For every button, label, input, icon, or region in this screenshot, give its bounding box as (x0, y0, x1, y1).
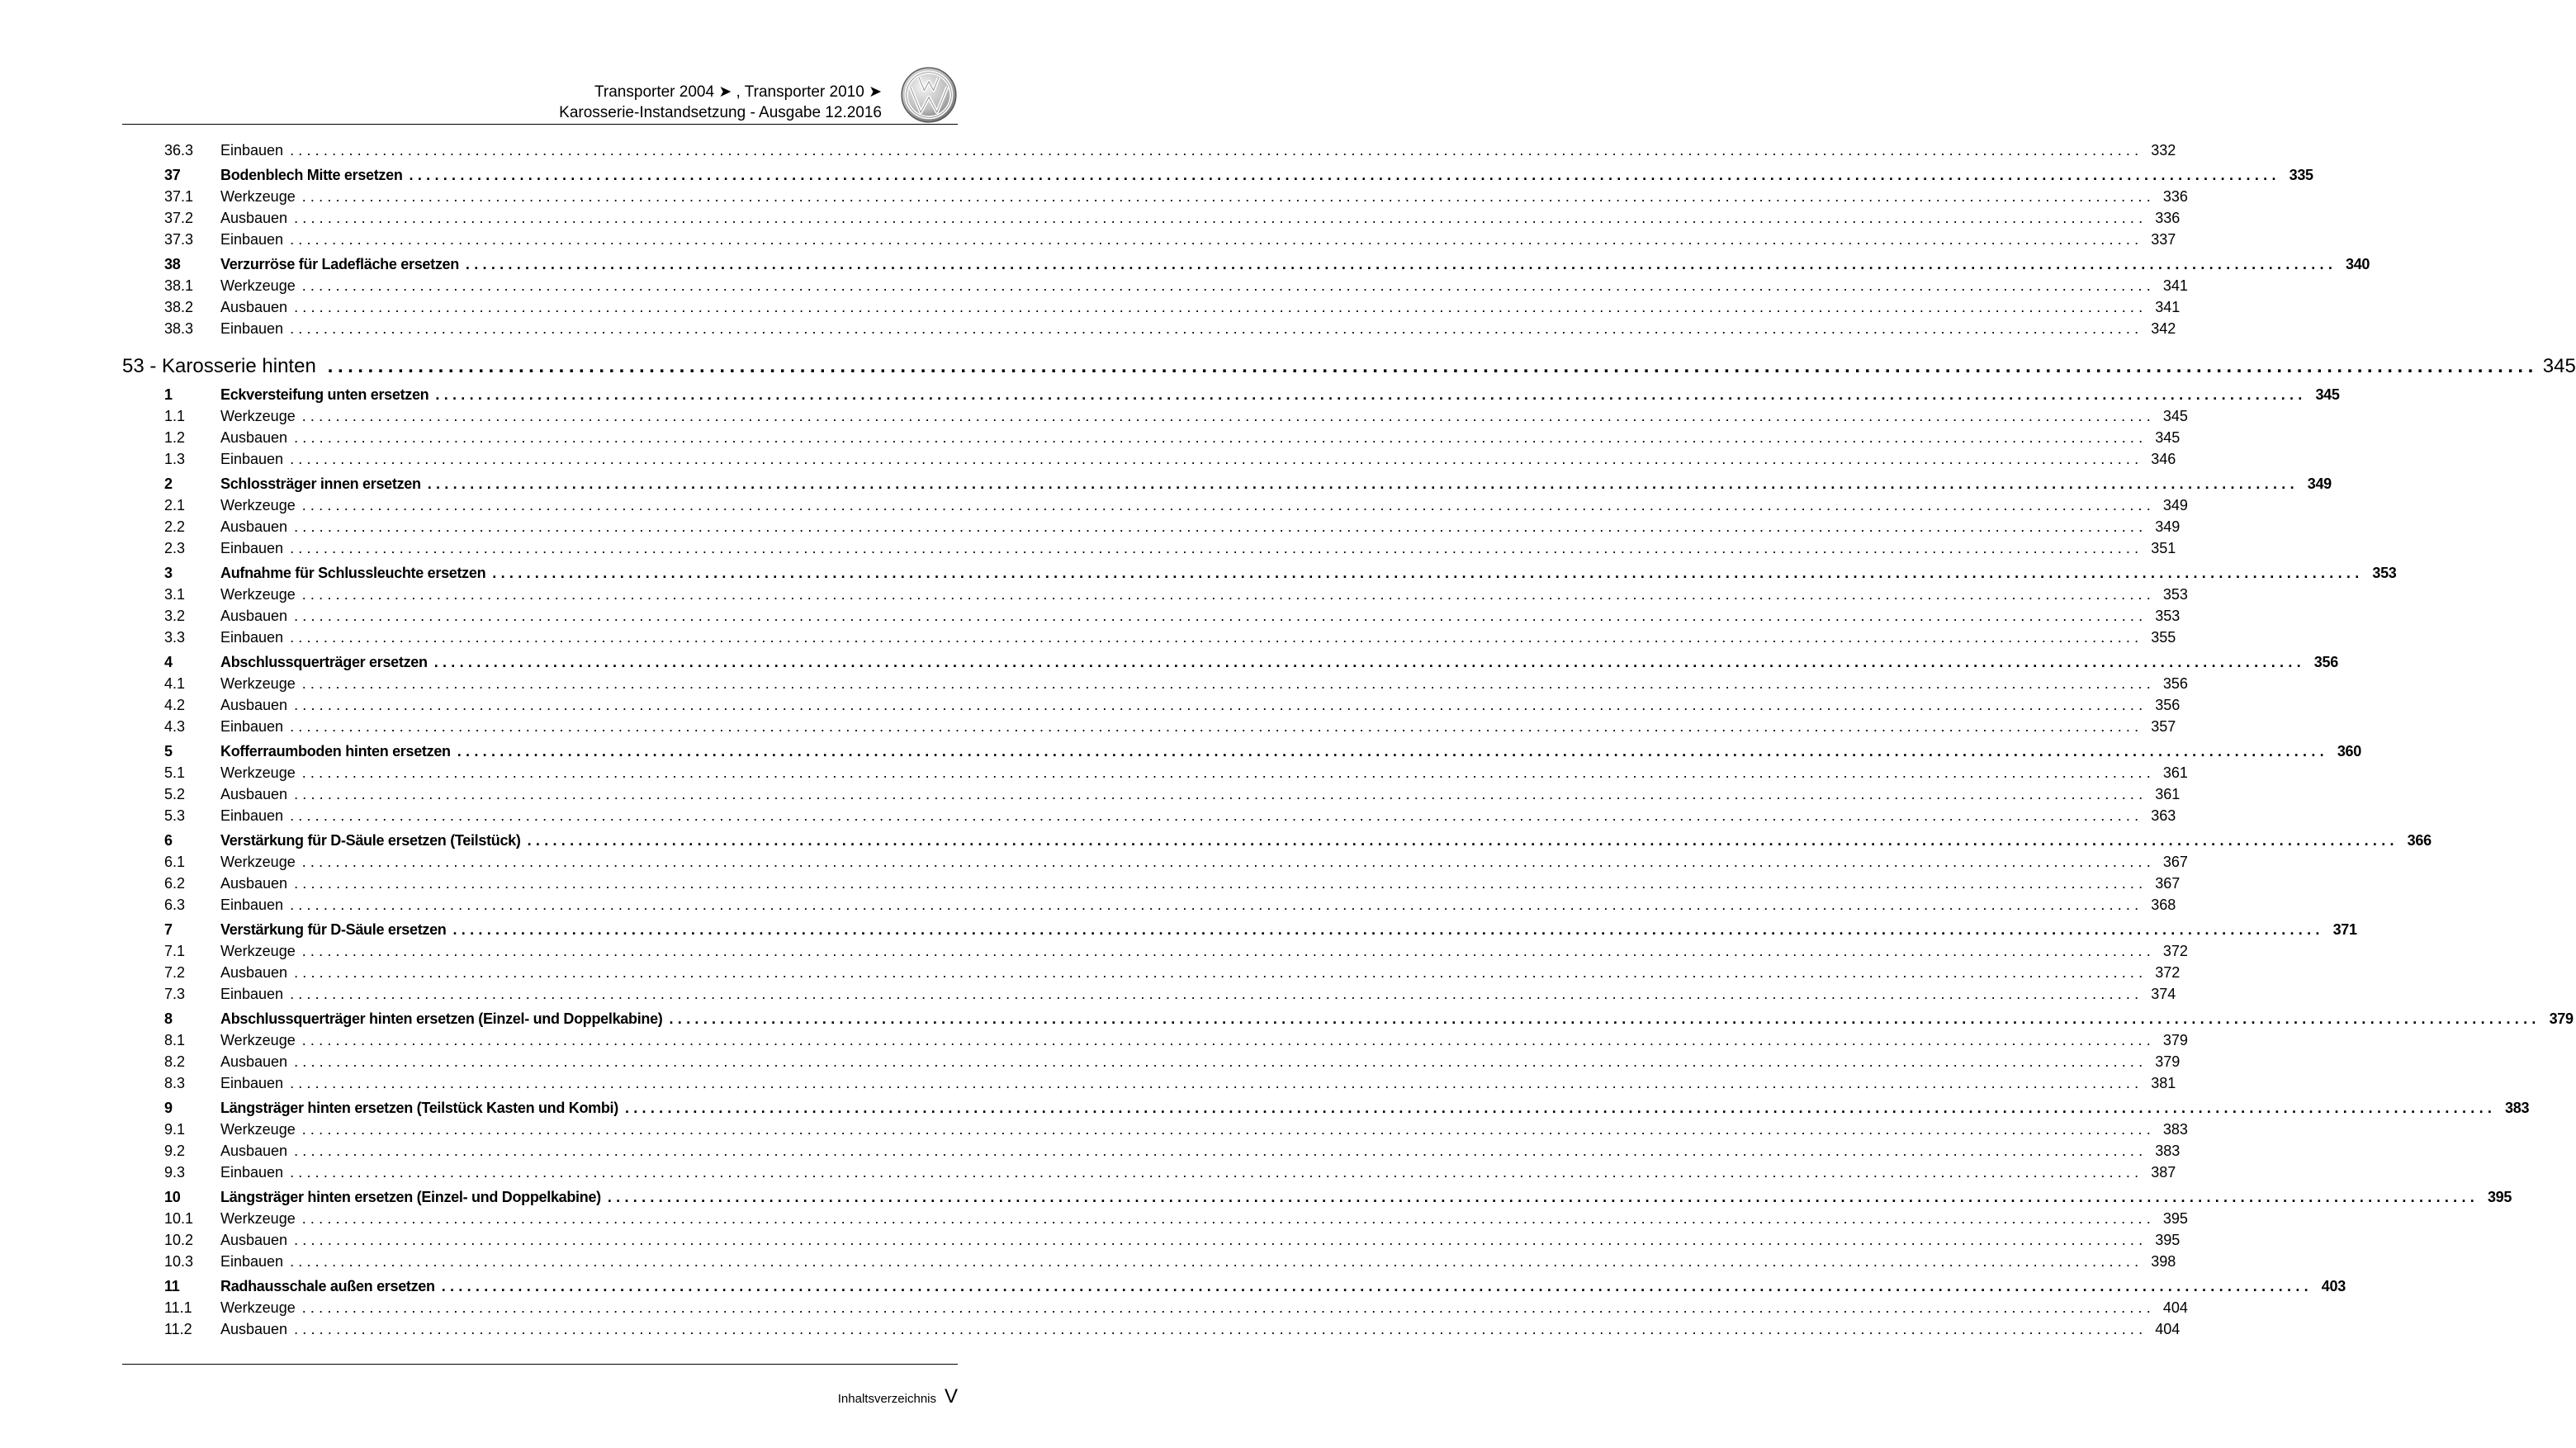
toc-subsection-entry[interactable] (122, 1299, 2188, 1321)
toc-entry-page: 336 (2162, 188, 2188, 205)
toc-entry-page: 353 (2162, 586, 2188, 603)
toc-entry-page: 353 (2372, 565, 2397, 581)
toc-entry-page: 371 (2332, 921, 2357, 938)
toc-entry-title: Einbauen (220, 142, 284, 159)
toc-entry-page: 379 (2162, 1032, 2188, 1048)
toc-dot-leader: ............................................................................................................................................................................................................................ (301, 277, 2155, 294)
toc-entry-page: 341 (2155, 299, 2181, 315)
toc-entry-number: 7.2 (164, 964, 186, 981)
toc-dot-leader: ............................................................................................................................................................................................................................ (435, 386, 2307, 403)
footer-page-number: V (944, 1385, 958, 1408)
toc-section-entry[interactable] (122, 921, 2357, 943)
toc-entry-page: 336 (2155, 210, 2181, 226)
toc-entry-number: 38.1 (164, 277, 194, 294)
toc-entry-title: Werkzeuge (220, 1032, 296, 1048)
toc-dot-leader: ............................................................................................................................................................................................................................ (290, 320, 2143, 337)
toc-dot-leader: ............................................................................................................................................................................................................................ (492, 565, 2364, 581)
toc-entry-number: 2.2 (164, 518, 186, 535)
toc-entry-page: 349 (2307, 476, 2332, 492)
toc-entry-title: Verstärkung für D-Säule ersetzen (220, 921, 447, 938)
toc-subsection-entry[interactable] (122, 718, 2176, 740)
toc-subsection-entry[interactable] (122, 1053, 2181, 1075)
toc-entry-title: Werkzeuge (220, 277, 296, 294)
toc-entry-title: Einbauen (220, 986, 284, 1002)
toc-entry-number: 37.3 (164, 231, 194, 248)
toc-entry-title: Werkzeuge (220, 586, 296, 603)
toc-subsection-entry[interactable] (122, 675, 2188, 697)
toc-subsection-entry[interactable] (122, 1121, 2188, 1143)
toc-entry-number: 37.1 (164, 188, 194, 205)
toc-entry-number: 5 (164, 743, 173, 759)
toc-entry-number: 11.1 (164, 1299, 192, 1316)
toc-entry-number: 3.2 (164, 608, 186, 624)
toc-subsection-entry[interactable] (122, 1232, 2181, 1253)
toc-dot-leader: ............................................................................................................................................................................................................................ (301, 854, 2155, 870)
toc-entry-number: 1 (164, 386, 173, 403)
toc-dot-leader: ............................................................................................................................................................................................................................ (301, 188, 2155, 205)
toc-subsection-entry[interactable] (122, 1321, 2181, 1342)
toc-entry-number: 10 (164, 1189, 181, 1205)
toc-dot-leader: ............................................................................................................................................................................................................................ (294, 786, 2147, 802)
toc-entry-number: 3.1 (164, 586, 186, 603)
toc-entry-number: 9 (164, 1100, 173, 1116)
toc-entry-title: Eckversteifung unten ersetzen (220, 386, 429, 403)
toc-entry-page: 335 (2289, 167, 2313, 183)
toc-dot-leader: ............................................................................................................................................................................................................................ (290, 1075, 2143, 1091)
toc-subsection-entry[interactable] (122, 629, 2176, 651)
toc-dot-leader: ............................................................................................................................................................................................................................ (669, 1010, 2540, 1027)
toc-section-entry[interactable] (122, 565, 2397, 586)
toc-dot-leader: ............................................................................................................................................................................................................................ (290, 1164, 2143, 1181)
toc-entry-page: 357 (2151, 718, 2176, 735)
toc-entry-page: 398 (2151, 1253, 2176, 1270)
toc-entry-title: Werkzeuge (220, 764, 296, 781)
toc-subsection-entry[interactable] (122, 210, 2181, 231)
toc-subsection-entry[interactable] (122, 1253, 2176, 1275)
toc-dot-leader: ............................................................................................................................................................................................................................ (290, 629, 2143, 646)
toc-section-entry[interactable] (122, 476, 2332, 497)
toc-entry-title: Einbauen (220, 897, 284, 913)
toc-section-entry[interactable] (122, 256, 2370, 277)
toc-entry-page: 340 (2346, 256, 2370, 272)
toc-dot-leader: ............................................................................................................................................................................................................................ (294, 697, 2147, 713)
toc-entry-title: Werkzeuge (220, 188, 296, 205)
toc-subsection-entry[interactable] (122, 608, 2181, 629)
toc-entry-title: 53 - Karosserie hinten (122, 355, 316, 377)
header-divider (122, 124, 958, 125)
toc-subsection-entry[interactable] (122, 299, 2181, 320)
toc-dot-leader: ............................................................................................................................................................................................................................ (294, 1143, 2147, 1159)
toc-subsection-entry[interactable] (122, 586, 2188, 608)
toc-entry-page: 361 (2155, 786, 2181, 802)
toc-entry-title: Abschlussquerträger hinten ersetzen (Einzel- und Doppelkabine) (220, 1010, 663, 1027)
toc-dot-leader: ............................................................................................................................................................................................................................ (409, 167, 2280, 183)
toc-entry-number: 38.3 (164, 320, 194, 337)
toc-entry-title: Einbauen (220, 540, 284, 556)
toc-entry-title: Werkzeuge (220, 1210, 296, 1227)
toc-entry-number: 2.3 (164, 540, 186, 556)
toc-entry-number: 5.3 (164, 807, 186, 824)
toc-entry-page: 387 (2151, 1164, 2176, 1181)
toc-entry-number: 4.3 (164, 718, 186, 735)
toc-subsection-entry[interactable] (122, 854, 2188, 875)
toc-entry-title: Einbauen (220, 320, 284, 337)
toc-dot-leader: ............................................................................................................................................................................................................................ (290, 142, 2143, 159)
toc-entry-title: Längsträger hinten ersetzen (Einzel- und Doppelkabine) (220, 1189, 601, 1205)
toc-entry-title: Einbauen (220, 1253, 284, 1270)
toc-dot-leader: ............................................................................................................................................................................................................................ (301, 1299, 2155, 1316)
toc-entry-page: 374 (2151, 986, 2176, 1002)
toc-entry-number: 2 (164, 476, 173, 492)
toc-entry-title: Ausbauen (220, 299, 288, 315)
toc-subsection-entry[interactable] (122, 1164, 2176, 1185)
toc-subsection-entry[interactable] (122, 142, 2176, 163)
toc-subsection-entry[interactable] (122, 1032, 2188, 1053)
toc-entry-page: 367 (2162, 854, 2188, 870)
toc-dot-leader: ............................................................................................................................................................................................................................ (301, 764, 2155, 781)
toc-dot-leader: ............................................................................................................................................................................................................................ (290, 540, 2143, 556)
toc-entry-number: 8.3 (164, 1075, 186, 1091)
toc-section-entry[interactable] (122, 1100, 2530, 1121)
toc-dot-leader: ............................................................................................................................................................................................................................ (327, 355, 2538, 377)
toc-subsection-entry[interactable] (122, 540, 2176, 561)
toc-entry-number: 6 (164, 832, 173, 849)
toc-entry-page: 346 (2151, 451, 2176, 467)
toc-entry-page: 345 (2162, 408, 2188, 424)
toc-entry-number: 38.2 (164, 299, 194, 315)
toc-entry-number: 37 (164, 167, 181, 183)
footer-section-label: Inhaltsverzeichnis (837, 1392, 936, 1406)
toc-subsection-entry[interactable] (122, 786, 2181, 807)
toc-entry-number: 10.2 (164, 1232, 194, 1248)
toc-subsection-entry[interactable] (122, 408, 2188, 429)
toc-entry-page: 356 (2155, 697, 2181, 713)
toc-entry-page: 395 (2487, 1189, 2512, 1205)
toc-subsection-entry[interactable] (122, 764, 2188, 786)
toc-entry-title: Werkzeuge (220, 497, 296, 513)
toc-dot-leader: ............................................................................................................................................................................................................................ (294, 964, 2147, 981)
toc-entry-title: Verstärkung für D-Säule ersetzen (Teilstück) (220, 832, 521, 849)
toc-entry-page: 395 (2162, 1210, 2188, 1227)
toc-entry-number: 4 (164, 654, 173, 670)
toc-entry-number: 6.3 (164, 897, 186, 913)
toc-entry-title: Ausbauen (220, 1143, 288, 1159)
toc-subsection-entry[interactable] (122, 231, 2176, 253)
toc-entry-number: 4.1 (164, 675, 186, 692)
toc-entry-number: 6.2 (164, 875, 186, 892)
toc-subsection-entry[interactable] (122, 429, 2181, 451)
toc-dot-leader: ............................................................................................................................................................................................................................ (294, 1321, 2147, 1337)
toc-entry-title: Ausbauen (220, 1053, 288, 1070)
toc-entry-page: 372 (2162, 943, 2188, 959)
toc-entry-page: 379 (2155, 1053, 2181, 1070)
toc-entry-title: Ausbauen (220, 697, 288, 713)
toc-subsection-entry[interactable] (122, 451, 2176, 472)
toc-entry-number: 2.1 (164, 497, 186, 513)
toc-entry-title: Abschlussquerträger ersetzen (220, 654, 428, 670)
toc-dot-leader: ............................................................................................................................................................................................................................ (301, 408, 2155, 424)
toc-entry-title: Ausbauen (220, 518, 288, 535)
toc-entry-title: Verzurröse für Ladefläche ersetzen (220, 256, 459, 272)
toc-dot-leader: ............................................................................................................................................................................................................................ (433, 654, 2305, 670)
toc-entry-title: Radhausschale außen ersetzen (220, 1278, 435, 1294)
toc-dot-leader: ............................................................................................................................................................................................................................ (301, 943, 2155, 959)
toc-entry-title: Ausbauen (220, 875, 288, 892)
toc-entry-title: Einbauen (220, 807, 284, 824)
toc-entry-page: 404 (2155, 1321, 2181, 1337)
toc-entry-page: 404 (2162, 1299, 2188, 1316)
toc-subsection-entry[interactable] (122, 1075, 2176, 1096)
toc-entry-title: Ausbauen (220, 786, 288, 802)
toc-subsection-entry[interactable] (122, 875, 2181, 897)
toc-dot-leader: ............................................................................................................................................................................................................................ (301, 1121, 2155, 1138)
toc-dot-leader: ............................................................................................................................................................................................................................ (301, 1210, 2155, 1227)
toc-entry-number: 8.1 (164, 1032, 186, 1048)
toc-entry-number: 10.1 (164, 1210, 194, 1227)
toc-entry-page: 341 (2162, 277, 2188, 294)
toc-entry-number: 10.3 (164, 1253, 194, 1270)
toc-entry-title: Werkzeuge (220, 408, 296, 424)
toc-entry-title: Längsträger hinten ersetzen (Teilstück Kasten und Kombi) (220, 1100, 618, 1116)
toc-entry-number: 1.1 (164, 408, 186, 424)
toc-entry-page: 372 (2155, 964, 2181, 981)
toc-entry-number: 9.3 (164, 1164, 186, 1181)
toc-dot-leader: ............................................................................................................................................................................................................................ (294, 429, 2147, 446)
toc-entry-page: 345 (2542, 355, 2576, 377)
toc-dot-leader: ............................................................................................................................................................................................................................ (294, 875, 2147, 892)
toc-entry-number: 8 (164, 1010, 173, 1027)
toc-entry-page: 356 (2313, 654, 2338, 670)
toc-entry-page: 356 (2162, 675, 2188, 692)
toc-entry-title: Werkzeuge (220, 1299, 296, 1316)
toc-entry-title: Einbauen (220, 451, 284, 467)
toc-dot-leader: ............................................................................................................................................................................................................................ (301, 675, 2155, 692)
toc-chapter-entry[interactable] (122, 355, 2576, 383)
toc-dot-leader: ............................................................................................................................................................................................................................ (294, 299, 2147, 315)
toc-entry-title: Aufnahme für Schlussleuchte ersetzen (220, 565, 486, 581)
toc-entry-number: 38 (164, 256, 181, 272)
toc-section-entry[interactable] (122, 654, 2338, 675)
toc-subsection-entry[interactable] (122, 1143, 2181, 1164)
toc-subsection-entry[interactable] (122, 697, 2181, 718)
vw-logo-icon (900, 66, 958, 124)
toc-entry-number: 5.2 (164, 786, 186, 802)
toc-entry-page: 366 (2407, 832, 2432, 849)
toc-entry-title: Ausbauen (220, 429, 288, 446)
toc-dot-leader: ............................................................................................................................................................................................................................ (452, 921, 2324, 938)
toc-dot-leader: ............................................................................................................................................................................................................................ (290, 986, 2143, 1002)
toc-entry-page: 345 (2155, 429, 2181, 446)
toc-entry-page: 353 (2155, 608, 2181, 624)
toc-entry-page: 349 (2155, 518, 2181, 535)
toc-dot-leader: ............................................................................................................................................................................................................................ (607, 1189, 2479, 1205)
toc-subsection-entry[interactable] (122, 277, 2188, 299)
toc-subsection-entry[interactable] (122, 1210, 2188, 1232)
toc-entry-page: 351 (2151, 540, 2176, 556)
toc-subsection-entry[interactable] (122, 320, 2176, 342)
toc-entry-page: 361 (2162, 764, 2188, 781)
toc-entry-title: Einbauen (220, 629, 284, 646)
toc-entry-number: 1.3 (164, 451, 186, 467)
toc-entry-title: Ausbauen (220, 1232, 288, 1248)
toc-entry-page: 349 (2162, 497, 2188, 513)
toc-dot-leader: ............................................................................................................................................................................................................................ (290, 451, 2143, 467)
toc-dot-leader: ............................................................................................................................................................................................................................ (427, 476, 2299, 492)
toc-subsection-entry[interactable] (122, 986, 2176, 1007)
toc-dot-leader: ............................................................................................................................................................................................................................ (294, 1053, 2147, 1070)
toc-entry-number: 7 (164, 921, 173, 938)
toc-entry-number: 9.1 (164, 1121, 186, 1138)
toc-subsection-entry[interactable] (122, 497, 2188, 518)
toc-entry-title: Werkzeuge (220, 854, 296, 870)
page-header (122, 79, 882, 122)
toc-entry-number: 11 (164, 1278, 180, 1294)
toc-section-entry[interactable] (122, 832, 2432, 854)
toc-entry-title: Werkzeuge (220, 943, 296, 959)
toc-section-entry[interactable] (122, 386, 2340, 408)
toc-entry-title: Schlossträger innen ersetzen (220, 476, 421, 492)
toc-subsection-entry[interactable] (122, 188, 2188, 210)
toc-entry-title: Ausbauen (220, 964, 288, 981)
toc-subsection-entry[interactable] (122, 964, 2181, 986)
toc-dot-leader: ............................................................................................................................................................................................................................ (301, 586, 2155, 603)
toc-entry-page: 395 (2155, 1232, 2181, 1248)
toc-subsection-entry[interactable] (122, 897, 2176, 918)
toc-entry-page: 337 (2151, 231, 2176, 248)
toc-entry-page: 367 (2155, 875, 2181, 892)
toc-entry-page: 383 (2155, 1143, 2181, 1159)
toc-entry-title: Einbauen (220, 231, 284, 248)
toc-entry-title: Werkzeuge (220, 1121, 296, 1138)
toc-dot-leader: ............................................................................................................................................................................................................................ (301, 497, 2155, 513)
toc-entry-page: 383 (2505, 1100, 2530, 1116)
toc-entry-number: 7.1 (164, 943, 186, 959)
toc-subsection-entry[interactable] (122, 518, 2181, 540)
toc-entry-number: 8.2 (164, 1053, 186, 1070)
toc-entry-title: Ausbauen (220, 1321, 288, 1337)
toc-dot-leader: ............................................................................................................................................................................................................................ (624, 1100, 2497, 1116)
toc-entry-number: 6.1 (164, 854, 186, 870)
toc-entry-page: 360 (2337, 743, 2361, 759)
toc-entry-page: 379 (2549, 1010, 2574, 1027)
toc-entry-title: Ausbauen (220, 210, 288, 226)
toc-entry-page: 345 (2315, 386, 2340, 403)
toc-entry-number: 1.2 (164, 429, 186, 446)
toc-entry-page: 342 (2151, 320, 2176, 337)
toc-entry-title: Bodenblech Mitte ersetzen (220, 167, 403, 183)
toc-section-entry[interactable] (122, 743, 2361, 764)
toc-dot-leader: ............................................................................................................................................................................................................................ (290, 897, 2143, 913)
toc-dot-leader: ............................................................................................................................................................................................................................ (294, 608, 2147, 624)
toc-dot-leader: ............................................................................................................................................................................................................................ (457, 743, 2328, 759)
toc-entry-number: 3.3 (164, 629, 186, 646)
toc-dot-leader: ............................................................................................................................................................................................................................ (294, 210, 2147, 226)
toc-entry-page: 403 (2321, 1278, 2346, 1294)
toc-dot-leader: ............................................................................................................................................................................................................................ (290, 1253, 2143, 1270)
toc-entry-number: 37.2 (164, 210, 194, 226)
table-of-contents (122, 142, 2576, 1342)
toc-entry-title: Einbauen (220, 718, 284, 735)
toc-dot-leader: ............................................................................................................................................................................................................................ (294, 518, 2147, 535)
toc-subsection-entry[interactable] (122, 807, 2176, 829)
toc-dot-leader: ............................................................................................................................................................................................................................ (290, 231, 2143, 248)
toc-dot-leader: ............................................................................................................................................................................................................................ (527, 832, 2398, 849)
toc-dot-leader: ............................................................................................................................................................................................................................ (290, 718, 2143, 735)
toc-entry-number: 3 (164, 565, 173, 581)
toc-entry-page: 383 (2162, 1121, 2188, 1138)
toc-entry-number: 5.1 (164, 764, 186, 781)
toc-dot-leader: ............................................................................................................................................................................................................................ (301, 1032, 2155, 1048)
toc-subsection-entry[interactable] (122, 943, 2188, 964)
toc-entry-title: Ausbauen (220, 608, 288, 624)
toc-entry-page: 332 (2151, 142, 2176, 159)
toc-entry-page: 368 (2151, 897, 2176, 913)
toc-entry-title: Einbauen (220, 1075, 284, 1091)
toc-entry-number: 11.2 (164, 1321, 192, 1337)
toc-entry-number: 4.2 (164, 697, 186, 713)
header-vehicle-models: Transporter 2004 ➤ , Transporter 2010 ➤ (594, 83, 882, 101)
toc-dot-leader: ............................................................................................................................................................................................................................ (441, 1278, 2313, 1294)
toc-dot-leader: ............................................................................................................................................................................................................................ (290, 807, 2143, 824)
header-manual-title: Karosserie-Instandsetzung - Ausgabe 12.2016 (559, 104, 882, 121)
toc-entry-number: 9.2 (164, 1143, 186, 1159)
toc-dot-leader: ............................................................................................................................................................................................................................ (465, 256, 2337, 272)
toc-entry-title: Einbauen (220, 1164, 284, 1181)
toc-section-entry[interactable] (122, 1278, 2346, 1299)
toc-entry-title: Werkzeuge (220, 675, 296, 692)
toc-dot-leader: ............................................................................................................................................................................................................................ (294, 1232, 2147, 1248)
toc-entry-page: 355 (2151, 629, 2176, 646)
toc-section-entry[interactable] (122, 167, 2313, 188)
toc-entry-title: Kofferraumboden hinten ersetzen (220, 743, 451, 759)
toc-section-entry[interactable] (122, 1189, 2512, 1210)
toc-entry-page: 363 (2151, 807, 2176, 824)
toc-entry-page: 381 (2151, 1075, 2176, 1091)
toc-section-entry[interactable] (122, 1010, 2574, 1032)
footer-divider (122, 1364, 958, 1365)
toc-entry-number: 36.3 (164, 142, 194, 159)
toc-entry-number: 7.3 (164, 986, 186, 1002)
